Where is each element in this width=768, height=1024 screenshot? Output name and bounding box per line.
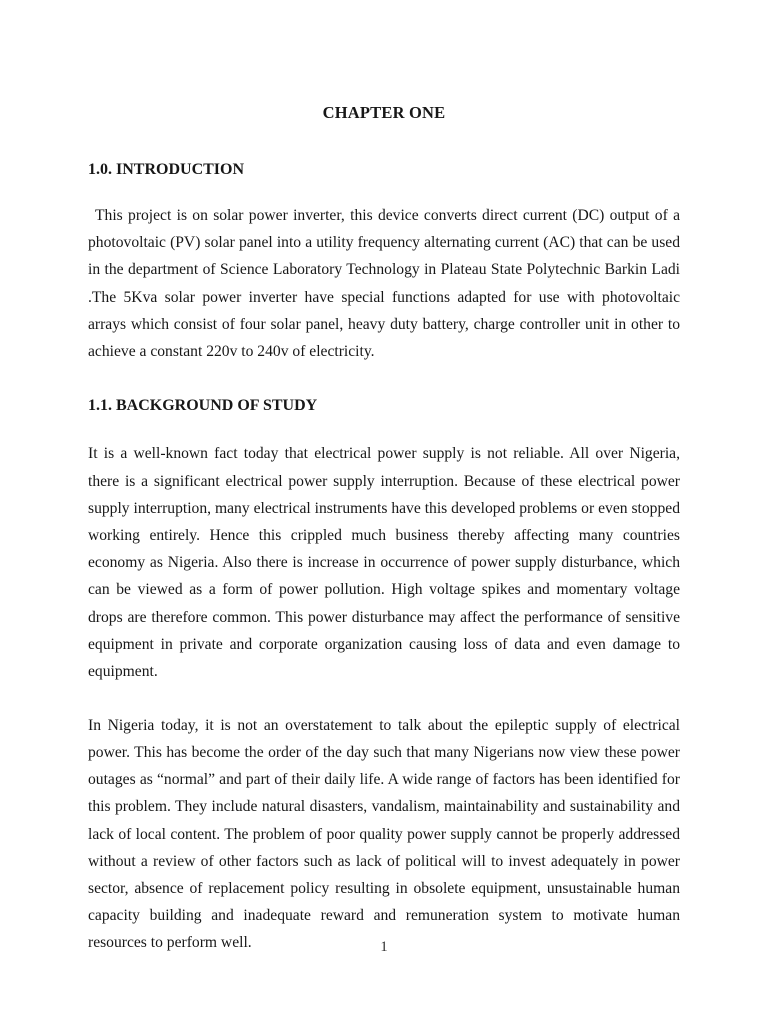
paragraph-background-2: In Nigeria today, it is not an overstatement to talk about the epileptic supply of electrical power. This has become the order of the day such that many Nigerians now view these power outages as “normal” and part of their daily life. A wide range of factors has been identified for this problem. They include natural disasters, vandalism, maintainability and sustainability and lack of local content. The problem of poor quality power supply cannot be properly addressed without a review of other factors such as lack of political will to invest adequately in power sector, absence of replacement policy resulting in obsolete equipment, unsustainable human capacity building and inadequate reward and remuneration system to motivate human resources to perform well.: [88, 716, 680, 952]
page-number: 1: [380, 939, 388, 955]
page-content: [88, 0, 680, 957]
paragraph-background-1: It is a well-known fact today that electrical power supply is not reliable. All over Nigeria, there is a significant electrical power supply interruption. Because of these electrical power supply interruption, many electrical instruments have this developed problems or even stopped working entirely. Hence this crippled much business thereby affecting many countries economy as Nigeria. Also there is increase in occurrence of power supply disturbance, which can be viewed as a form of power pollution. High voltage spikes and momentary voltage drops are therefore common. This power disturbance may affect the performance of sensitive equipment in private and corporate organization causing loss of data and even damage to equipment.: [88, 445, 680, 681]
paragraph-introduction: This project is on solar power inverter, this device converts direct current (DC) output of a photovoltaic (PV) solar panel into a utility frequency alternating current (AC) that can be used in the department of Science Laboratory Technology in Plateau State Polytechnic Barkin Ladi .The 5Kva solar power inverter have special functions adapted for use with photovoltaic arrays which consist of four solar panel, heavy duty battery, charge controller unit in other to achieve a constant 220v to 240v of electricity.: [88, 206, 680, 360]
section-heading-introduction: 1.0. INTRODUCTION: [88, 160, 245, 178]
chapter-title: CHAPTER ONE: [322, 103, 446, 122]
section-heading-background-of-study: 1.1. BACKGROUND OF STUDY: [88, 397, 318, 415]
